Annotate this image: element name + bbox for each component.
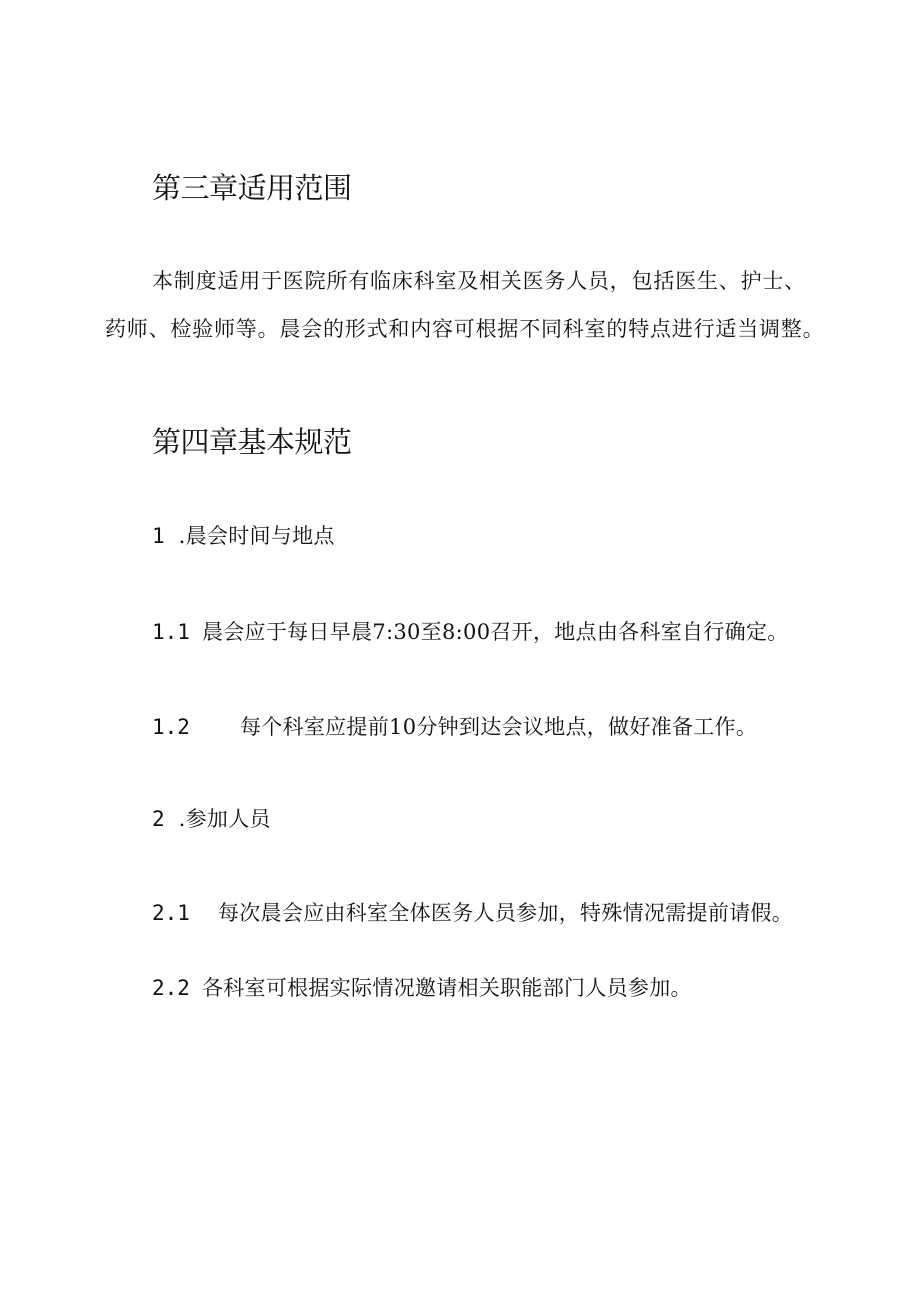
section-2-number: 2 xyxy=(152,807,165,831)
item-1-1-number: 1.1 xyxy=(152,620,190,644)
item-1-2 xyxy=(152,711,757,741)
section-2-title: .参加人员 xyxy=(178,807,271,831)
section-2-heading xyxy=(152,803,271,833)
item-2-2-text: 各科室可根据实际情况邀请相关职能部门人员参加。 xyxy=(201,976,692,1000)
section-1-title: .晨会时间与地点 xyxy=(178,524,335,548)
item-2-1 xyxy=(152,897,793,927)
item-2-2-number: 2.2 xyxy=(152,976,190,1000)
section-1-heading xyxy=(152,520,335,550)
section-1-number: 1 xyxy=(152,524,165,548)
item-2-2 xyxy=(152,972,692,1002)
item-1-1-text: 晨会应于每日早晨7:30至8:00召开，地点由各科室自行确定。 xyxy=(201,620,789,644)
chapter-3-heading: 第三章适用范围 xyxy=(152,171,352,205)
item-2-1-text: 每次晨会应由科室全体医务人员参加，特殊情况需提前请假。 xyxy=(217,901,794,925)
item-1-2-number: 1.2 xyxy=(152,715,190,739)
item-1-1 xyxy=(152,616,789,646)
item-1-2-text: 每个科室应提前10分钟到达会议地点，做好准备工作。 xyxy=(239,715,758,739)
item-2-1-number: 2.1 xyxy=(152,901,190,925)
chapter-4-heading: 第四章基本规范 xyxy=(152,425,352,459)
chapter-3-paragraph: 本制度适用于医院所有临床科室及相关医务人员，包括医生、护士、药师、检验师等。晨会的形式和内容可根据不同科室的特点进行适当调整。 xyxy=(105,269,825,341)
